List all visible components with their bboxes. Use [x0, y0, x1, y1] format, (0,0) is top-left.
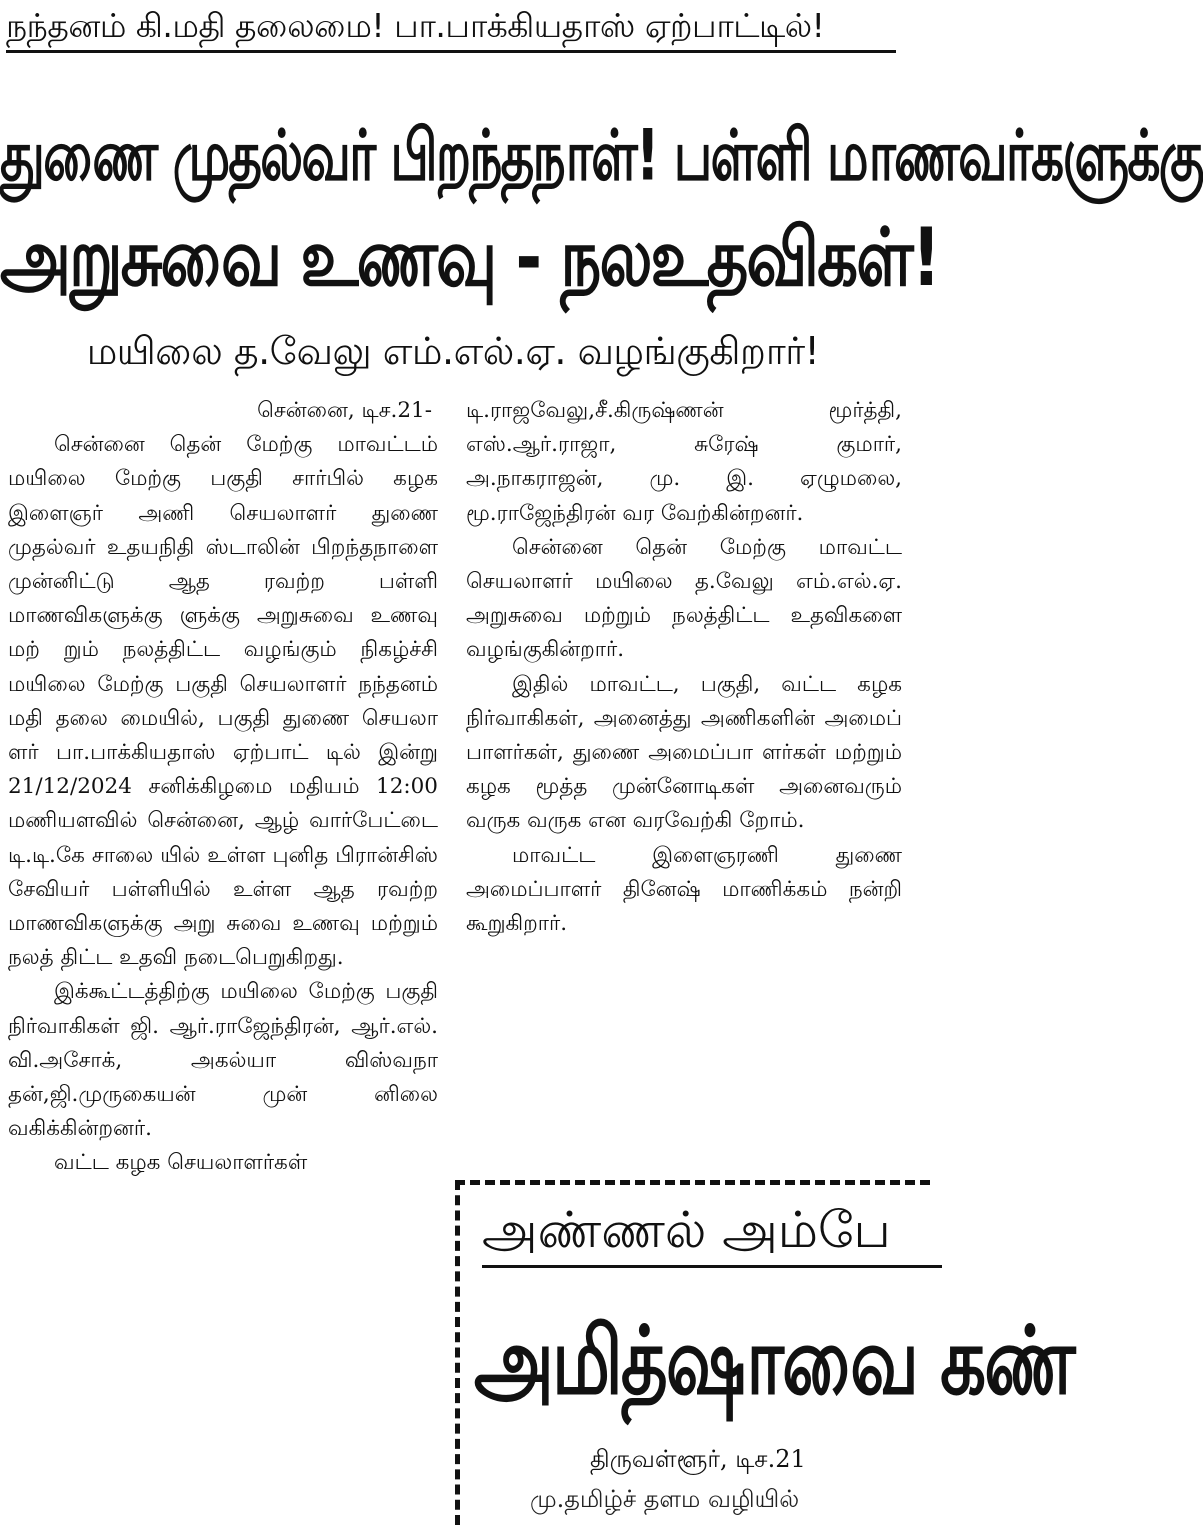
subheadline: மயிலை த.வேலு எம்.எல்.ஏ. வழங்குகிறார்!	[86, 329, 820, 373]
paragraph: வட்ட கழக செயலாளர்கள்	[54, 1150, 308, 1176]
headline-line-1: துணை முதல்வர் பிறந்தநாள்! பள்ளி மாணவர்களுக்கு	[0, 116, 1203, 198]
headline-line-2: அறுசுவை உணவு - நலஉதவிகள்!	[0, 212, 939, 305]
article-column-left	[8, 394, 438, 1504]
article-column-right	[466, 394, 902, 1174]
paragraph: டி.ராஜவேலு,சீ.கிருஷ்ணன் மூர்த்தி, எஸ்.ஆர்.ராஜா, சுரேஷ் குமார், அ.நாகராஜன், மு. இ. ஏழுமலை, மூ.ராஜேந்திரன் வர வேற்கின்றனர்.	[466, 398, 902, 526]
paragraph: சென்னை தென் மேற்கு மாவட்டம் மயிலை மேற்கு பகுதி சார்பில் கழக இளைஞர் அணி செயலாளர் துணை முதல்வர் உதயநிதி ஸ்டாலின் பிறந்தநாளை முன்னிட்டு ஆத ரவற்ற பள்ளி மாணவிகளுக்கு ளுக்கு அறுசுவை உணவு மற் றும் நலத்திட்ட வழங்கும் நிகழ்ச்சி மயிலை மேற்கு பகுதி செயலாளர் நந்தனம் மதி தலை மையில், பகுதி துணை செயலா ளர் பா.பாக்கியதாஸ் ஏற்பாட் டில் இன்று 21/12/2024 சனிக்கிழமை மதியம் 12:00 மணியளவில் சென்னை, ஆழ் வார்பேட்டை டி.டி.கே சாலை யில் உள்ள புனித பிரான்சிஸ் சேவியர் பள்ளியில் உள்ள ஆத ரவற்ற மாணவிகளுக்கு அறு சுவை உணவு மற்றும் நலத் திட்ட உதவி நடைபெறுகிறது.	[8, 432, 438, 971]
dateline: சென்னை, டிச.21-	[257, 398, 432, 423]
paragraph: சென்னை தென் மேற்கு மாவட்ட செயலாளர் மயிலை த.வேலு எம்.எல்.ஏ. அறுசுவை மற்றும் நலத்திட்ட உதவிகளை வழங்குகின்றார்.	[466, 534, 902, 663]
paragraph: இக்கூட்டத்திற்கு மயிலை மேற்கு பகுதி நிர்வாகிகள் ஜி. ஆர்.ராஜேந்திரன், ஆர்.எல். வி.அசோக், அகல்யா விஸ்வநா தன்,ஜி.முருகையன் முன் னிலை வகிக்கின்றனர்.	[8, 979, 438, 1142]
boxed-story-dateline: திருவள்ளூர், டிச.21	[590, 1445, 806, 1473]
boxed-story-headline-1: அண்ணல் அம்பே	[482, 1195, 942, 1268]
kicker-line: நந்தனம் கி.மதி தலைமை! பா.பாக்கியதாஸ் ஏற்பாட்டில்!	[6, 4, 896, 53]
paragraph: இதில் மாவட்ட, பகுதி, வட்ட கழக நிர்வாகிகள், அனைத்து அணிகளின் அமைப் பாளர்கள், துணை அமைப்பா ளர்கள் மற்றும் கழக மூத்த முன்னோடிகள் அனைவரும் வருக வருக என வரவேற்கி றோம்.	[466, 671, 902, 834]
boxed-story-headline-2: அமித்ஷாவை கண்	[474, 1305, 1074, 1416]
boxed-story-cutoff-text: மு.தமிழ்ச் தளம வழியில்	[530, 1485, 800, 1513]
paragraph: மாவட்ட இளைஞரணி துணை அமைப்பாளர் தினேஷ் மாணிக்கம் நன்றி கூறுகிறார்.	[466, 842, 902, 937]
boxed-story	[455, 1180, 1074, 1525]
